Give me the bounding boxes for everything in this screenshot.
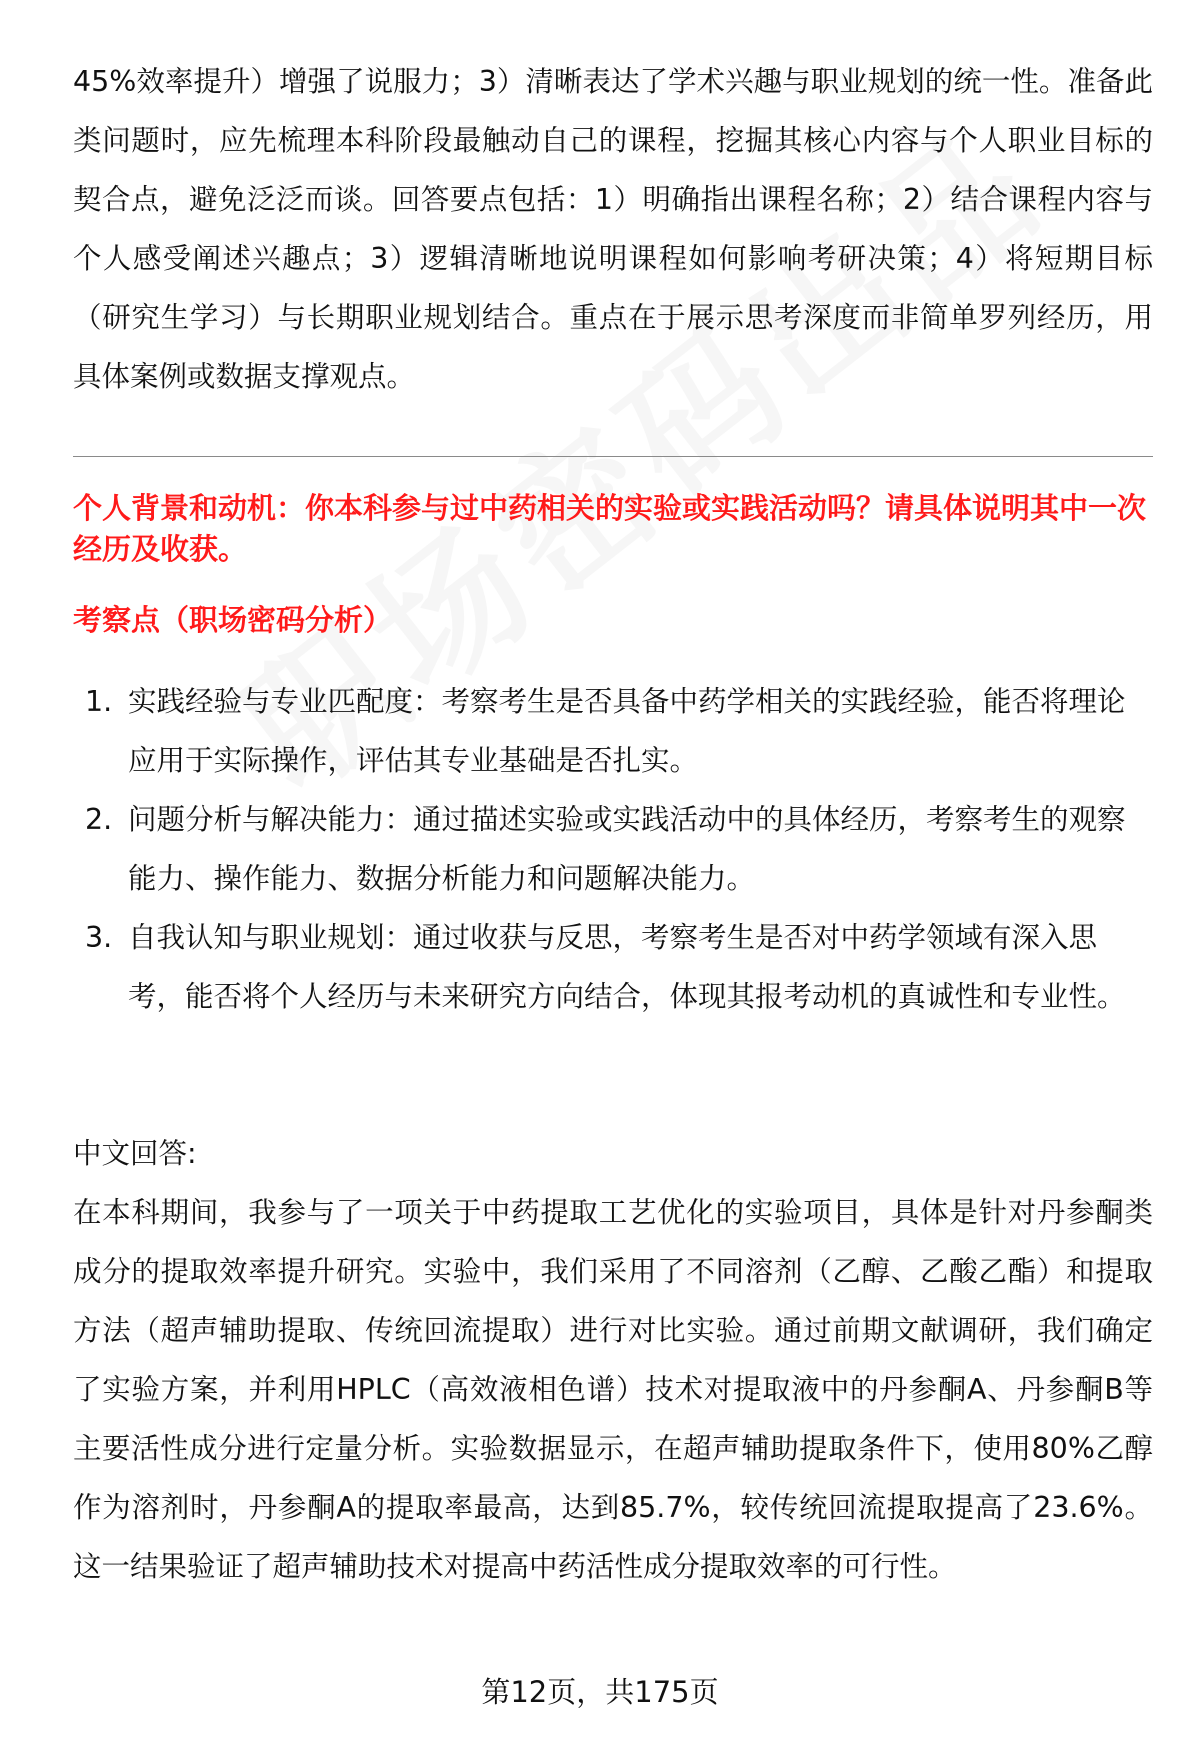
list-item [73,908,1153,1026]
list-item-text: 问题分析与解决能力：通过描述实验或实践活动中的具体经历，考察考生的观察能力、操作能力、数据分析能力和问题解决能力。 [128,803,1126,895]
list-item [73,672,1153,790]
list-item-number: 2. [85,803,113,836]
list-item-number: 3. [85,921,113,954]
analysis-points-list [73,672,1153,1026]
list-item-text: 实践经验与专业匹配度：考察考生是否具备中药学相关的实践经验，能否将理论应用于实际操作，评估其专业基础是否扎实。 [128,685,1126,777]
list-item-text: 自我认知与职业规划：通过收获与反思，考察考生是否对中药学领域有深入思考，能否将个人经历与未来研究方向结合，体现其报考动机的真诚性和专业性。 [128,921,1126,1013]
intro-paragraph: 45%效率提升）增强了说服力；3）清晰表达了学术兴趣与职业规划的统一性。准备此类问题时，应先梳理本科阶段最触动自己的课程，挖掘其核心内容与个人职业目标的契合点，避免泛泛而谈。回答要点包括：1）明确指出课程名称；2）结合课程内容与个人感受阐述兴趣点；3）逻辑清晰地说明课程如何影响考研决策；4）将短期目标（研究生学习）与长期职业规划结合。重点在于展示思考深度而非简单罗列经历，用具体案例或数据支撑观点。 [73,65,1153,393]
answer-label: 中文回答: [73,1137,197,1170]
section-divider [73,456,1153,457]
analysis-heading: 考察点（职场密码分析） [73,603,393,637]
answer-paragraph: 在本科期间，我参与了一项关于中药提取工艺优化的实验项目，具体是针对丹参酮类成分的提取效率提升研究。实验中，我们采用了不同溶剂（乙醇、乙酸乙酯）和提取方法（超声辅助提取、传统回流提取）进行对比实验。通过前期文献调研，我们确定了实验方案，并利用HPLC（高效液相色谱）技术对提取液中的丹参酮A、丹参酮B等主要活性成分进行定量分析。实验数据显示，在超声辅助提取条件下，使用80%乙醇作为溶剂时，丹参酮A的提取率最高，达到85.7%，较传统回流提取提高了23.6%。这一结果验证了超声辅助技术对提高中药活性成分提取效率的可行性。 [73,1196,1153,1583]
question-heading: 个人背景和动机：你本科参与过中药相关的实验或实践活动吗？请具体说明其中一次经历及收获。 [73,491,1147,566]
list-item-number: 1. [85,685,113,718]
page-number-footer: 第12页，共175页 [481,1675,719,1709]
list-item [73,790,1153,908]
